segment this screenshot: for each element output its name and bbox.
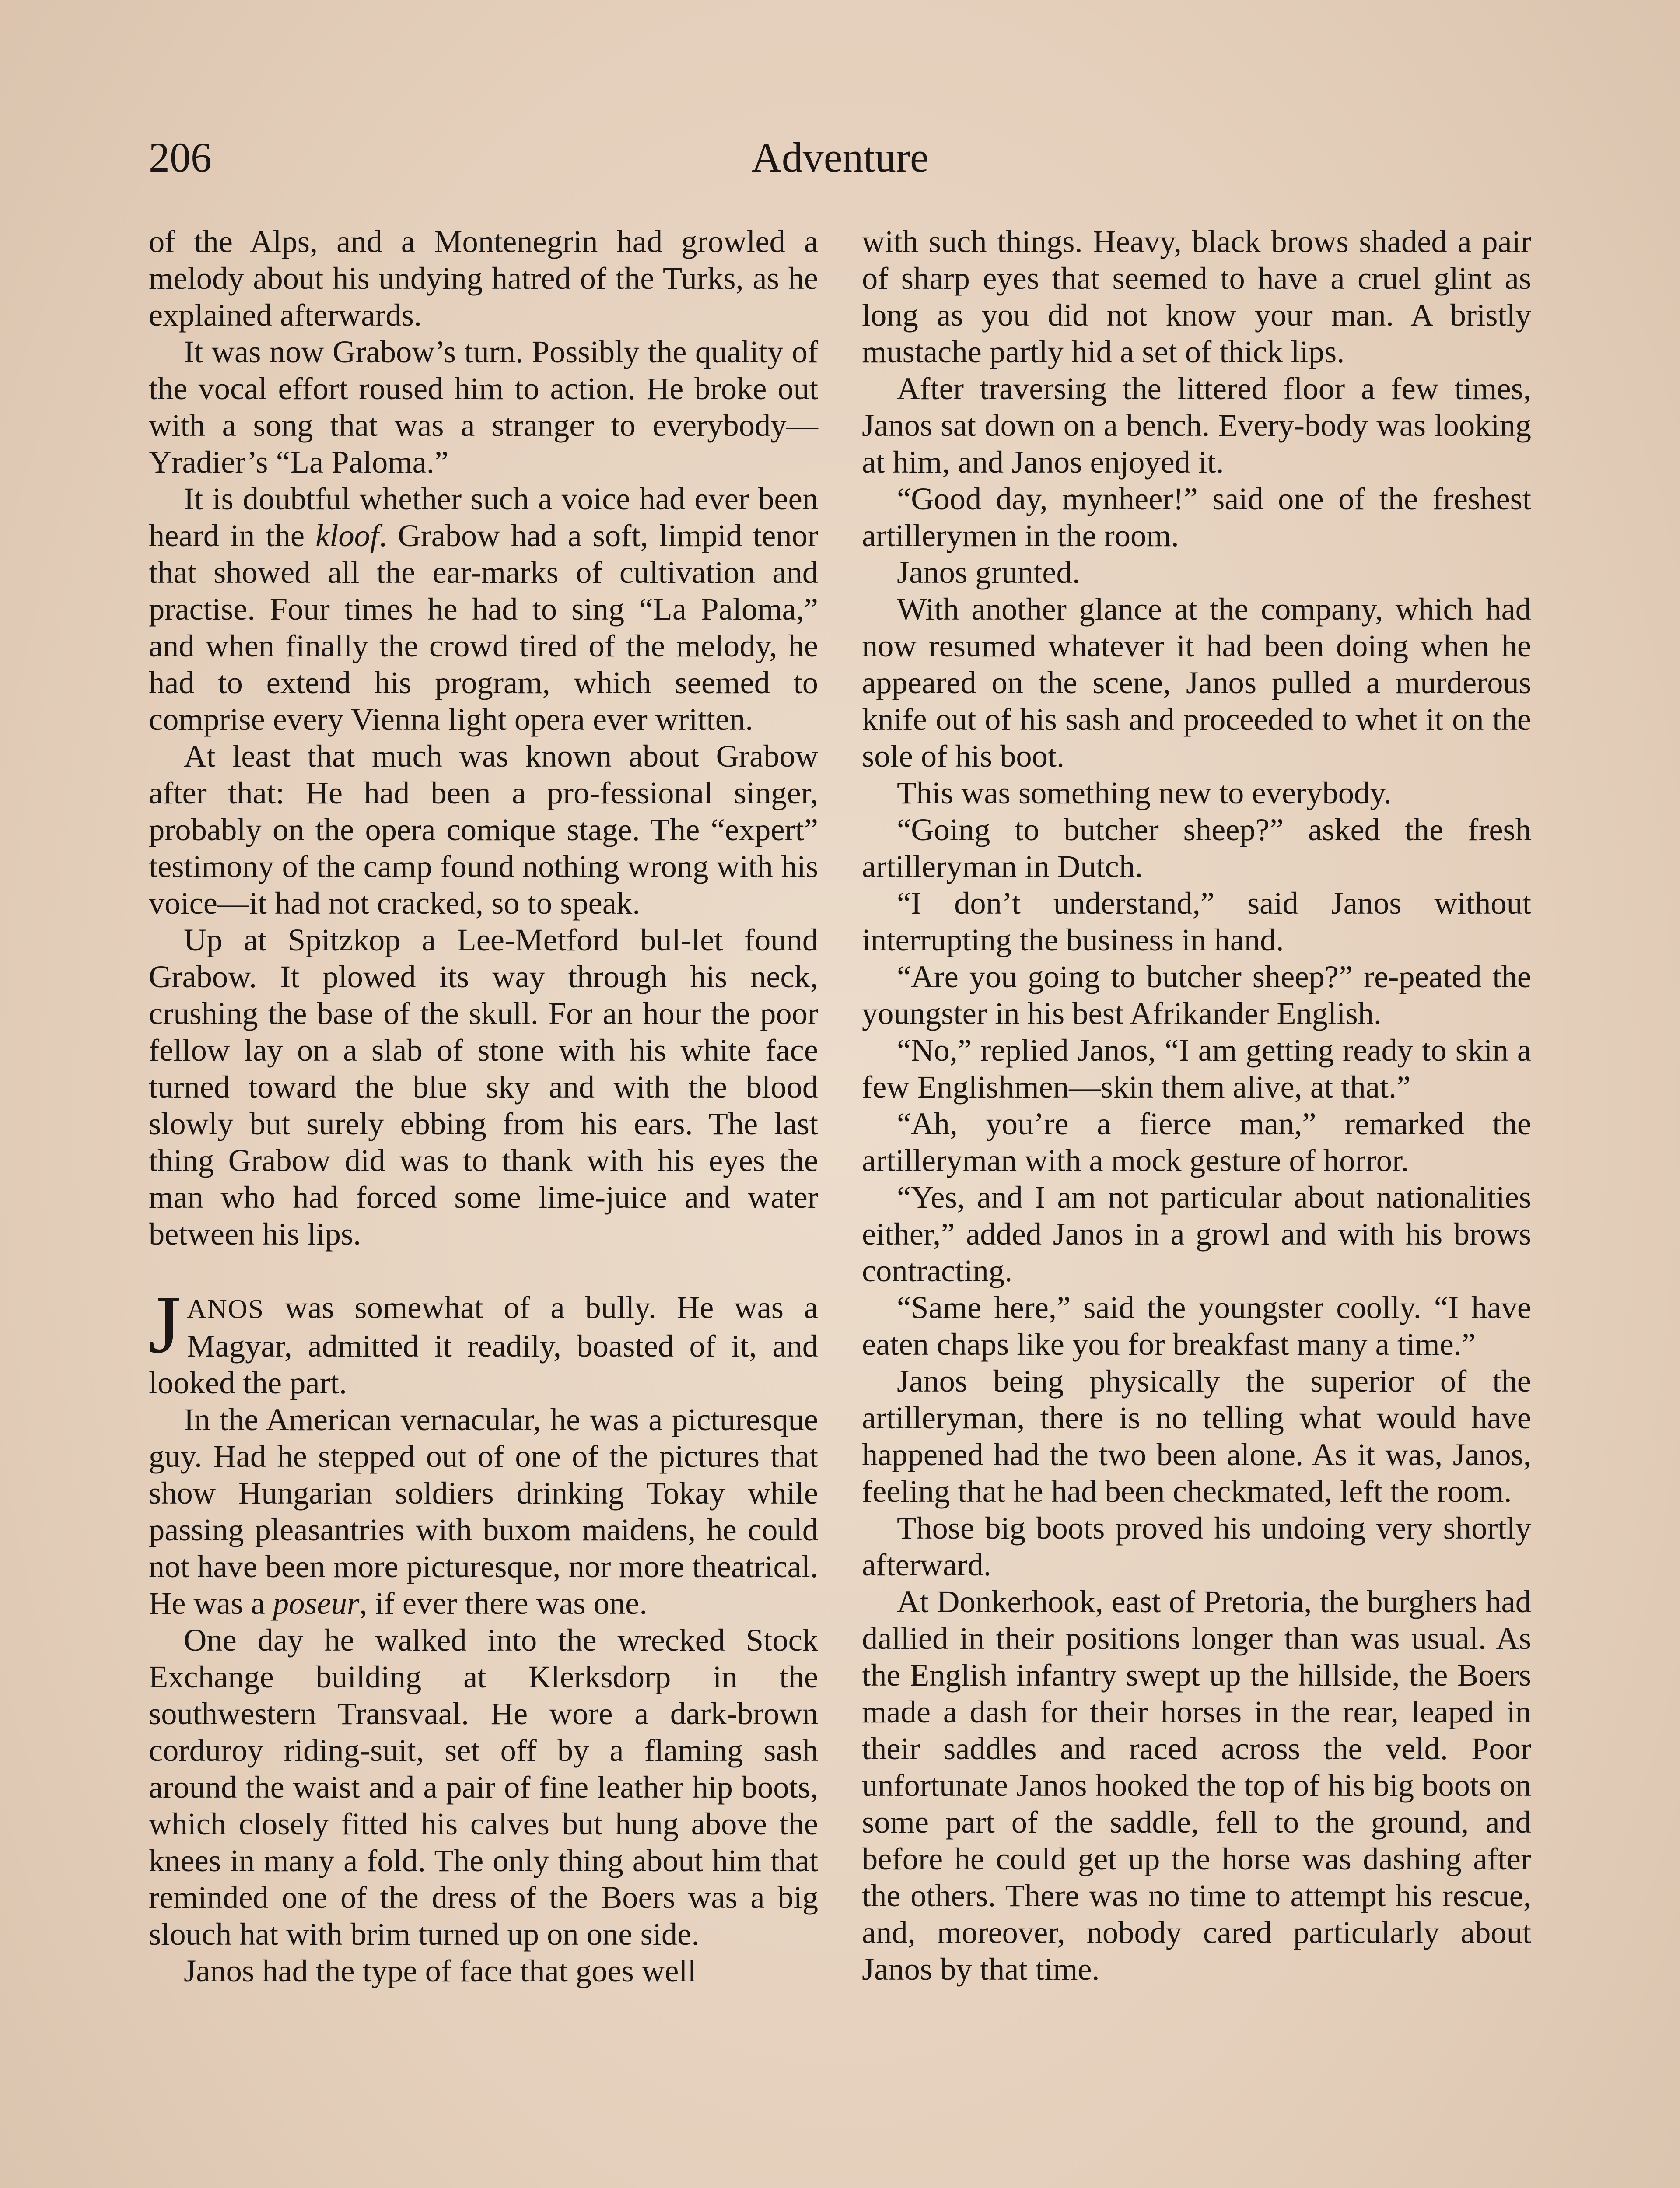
paragraph: It was now Grabow’s turn. Possibly the quality of the vocal effort roused him to action. He broke out with a song that was a stranger to everybody—Yradier’s “La Paloma.” <box>149 334 818 480</box>
italic-word: poseur <box>273 1585 360 1621</box>
text-run: , if ever there was one. <box>359 1585 648 1621</box>
text-run: In the American vernacular, he was a picturesque guy. Had he stepped out of one of the pictures that show Hungarian soldiers drinking Tokay while passing pleasantries with buxom maidens, he could not have been more picturesque, nor more theatrical. He was a <box>149 1402 818 1621</box>
left-column <box>149 223 818 1989</box>
paragraph: “Good day, mynheer!” said one of the freshest artillerymen in the room. <box>862 481 1531 553</box>
right-column <box>862 223 1531 1988</box>
paragraph: of the Alps, and a Montenegrin had growled a melody about his undying hatred of the Turks, as he explained afterwards. <box>149 224 818 333</box>
text-run: It is doubtful whether such a voice had ever been heard in the <box>149 481 818 553</box>
drop-cap: J <box>149 1279 181 1370</box>
paragraph: With another glance at the company, which had now resumed whatever it had been doing when he appeared on the scene, Janos pulled a murderous knife out of his sash and proceeded to whet it on the sole of his boot. <box>862 591 1531 774</box>
paragraph <box>149 480 818 738</box>
paragraph <box>149 1401 818 1622</box>
paragraph: “Are you going to butcher sheep?” re-peated the youngster in his best Afrikander English. <box>862 959 1531 1031</box>
paragraph: This was something new to everybody. <box>897 775 1392 810</box>
small-caps-word: ANOS <box>187 1294 264 1324</box>
text-run: . Grabow had a soft, limpid tenor that showed all the ear-marks of cultivation and practise. Four times he had to sing “La Paloma,” and when finally the crowd tired of the melody, he had to extend his program, which seemed to comprise every Vienna light opera ever written. <box>149 518 818 737</box>
italic-word: kloof <box>315 518 379 553</box>
paragraph: “Ah, you’re a fierce man,” remarked the artilleryman with a mock gesture of horror. <box>862 1106 1531 1178</box>
paragraph: “Going to butcher sheep?” asked the fresh artilleryman in Dutch. <box>862 812 1531 884</box>
paragraph: Janos had the type of face that goes well <box>184 1953 696 1988</box>
paragraph: Those big boots proved his undoing very shortly afterward. <box>862 1510 1531 1582</box>
paragraph: “Same here,” said the youngster coolly. “I have eaten chaps like you for breakfast many a time.” <box>862 1290 1531 1362</box>
paragraph: with such things. Heavy, black brows shaded a pair of sharp eyes that seemed to have a cruel glint as long as you did not know your man. A bristly mustache partly hid a set of thick lips. <box>862 224 1531 369</box>
paragraph: Up at Spitzkop a Lee-Metford bul-let found Grabow. It plowed its way through his neck, crushing the base of the skull. For an hour the poor fellow lay on a slab of stone with his white face turned toward the blue sky and with the blood slowly but surely ebbing from his ears. The last thing Grabow did was to thank with his eyes the man who had forced some lime-juice and water between his lips. <box>149 922 818 1252</box>
paragraph: At Donkerhook, east of Pretoria, the burghers had dallied in their positions longer than was usual. As the English infantry swept up the hillside, the Boers made a dash for their horses in the rear, leaped in their saddles and raced across the veld. Poor unfortunate Janos hooked the top of his big boots on some part of the saddle, fell to the ground, and before he could get up the horse was dashing after the others. There was no time to attempt his rescue, and, moreover, nobody cared particularly about Janos by that time. <box>862 1584 1531 1987</box>
paragraph: One day he walked into the wrecked Stock Exchange building at Klerksdorp in the southwestern Transvaal. He wore a dark-brown corduroy riding-suit, set off by a flaming sash around the waist and a pair of fine leather hip boots, which closely fitted his calves but hung above the knees in many a fold. The only thing about him that reminded one of the dress of the Boers was a big slouch hat with brim turned up on one side. <box>149 1622 818 1952</box>
paragraph: Janos grunted. <box>897 554 1080 590</box>
page-number: 206 <box>149 134 212 181</box>
paragraph: “I don’t understand,” said Janos without interrupting the business in hand. <box>862 885 1531 957</box>
text-run: was somewhat of a bully. He was a Magyar, admitted it readily, boasted of it, and looked the part. <box>149 1290 818 1400</box>
paragraph: At least that much was known about Grabow after that: He had been a pro-fessional singer, probably on the opera comique stage. The “expert” testimony of the camp found nothing wrong with his voice—it had not cracked, so to speak. <box>149 738 818 921</box>
paragraph: “No,” replied Janos, “I am getting ready to skin a few Englishmen—skin them alive, at that.” <box>862 1032 1531 1105</box>
paragraph: Janos being physically the superior of the artilleryman, there is no telling what would have happened had the two been alone. As it was, Janos, feeling that he had been checkmated, left the room. <box>862 1363 1531 1509</box>
section-opening-paragraph <box>149 1279 818 1401</box>
paragraph: After traversing the littered floor a few times, Janos sat down on a bench. Every-body was looking at him, and Janos enjoyed it. <box>862 371 1531 480</box>
paragraph: “Yes, and I am not particular about nationalities either,” added Janos in a growl and with his brows contracting. <box>862 1179 1531 1288</box>
page-header <box>149 131 1531 193</box>
running-title: Adventure <box>751 134 929 181</box>
